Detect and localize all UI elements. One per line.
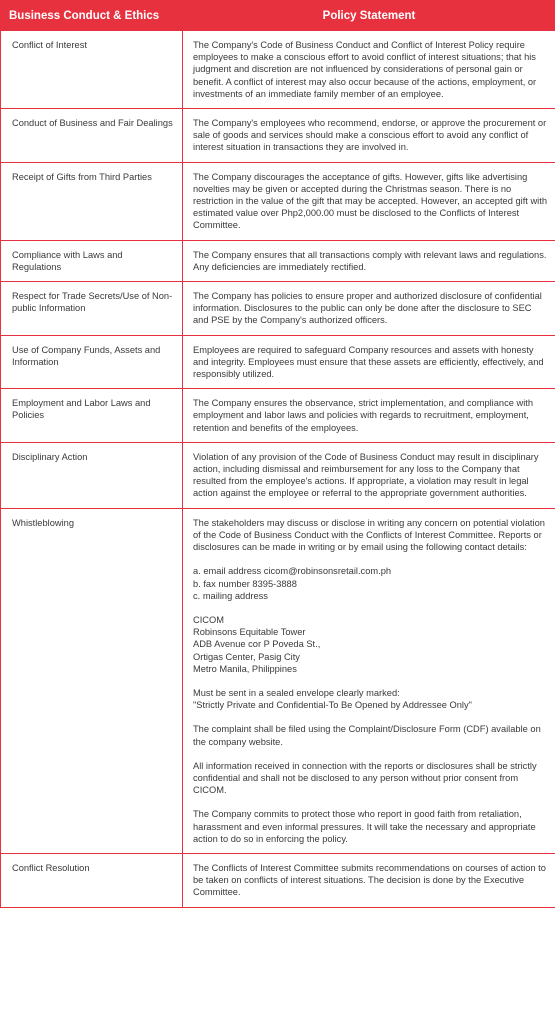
row-statement: Violation of any provision of the Code of Business Conduct may result in disciplinary action, including dismissal and reimbursement for any loss to the Company that resulted from the employee's actions. If appropriate, a violation may result in legal action against the employee or referral to the appropriate government authorities. xyxy=(183,442,555,508)
table-row xyxy=(1,240,555,281)
row-statement: The Company's Code of Business Conduct and Conflict of Interest Policy require employees to make a conscious effort to avoid conflict of interest situations; that his judgment and discretion are not influenced by considerations of personal gain or benefit. A conflict of interest may also occur because of the actions, employment, or investments of an immediate family member of an employee. xyxy=(183,31,555,109)
row-statement: The Company ensures that all transactions comply with relevant laws and regulations. Any deficiencies are immediately rectified. xyxy=(183,240,555,281)
table-row xyxy=(1,282,555,336)
row-topic: Conduct of Business and Fair Dealings xyxy=(1,109,183,163)
row-topic: Receipt of Gifts from Third Parties xyxy=(1,162,183,240)
table-row xyxy=(1,389,555,443)
row-topic: Use of Company Funds, Assets and Information xyxy=(1,335,183,389)
row-statement: The Company discourages the acceptance of gifts. However, gifts like advertising novelties may be given or accepted during the Christmas season. There is no restriction in the value of the gift that may be accepted. However, an accepted gift with estimated value over Php2,000.00 must be disclosed to the Conflicts of Interest Committee. xyxy=(183,162,555,240)
mailing-address: CICOM Robinsons Equitable Tower ADB Avenue cor P Poveda St., Ortigas Center, Pasig City Metro Manila, Philippines xyxy=(193,614,321,674)
row-topic: Conflict of Interest xyxy=(1,31,183,109)
table-row xyxy=(1,162,555,240)
row-statement: The Company ensures the observance, strict implementation, and compliance with employment and labor laws and policies with regards to recruitment, employment, retention and benefits of the employees. xyxy=(183,389,555,443)
complaint-form-note: The complaint shall be filed using the Complaint/Disclosure Form (CDF) available on the company website. xyxy=(193,724,541,747)
table-row-whistleblowing xyxy=(1,508,555,853)
row-statement: The Company's employees who recommend, endorse, or approve the procurement or sale of goods and services should make a conscious effort to avoid any conflict of interest situation in transactions they are involved in. xyxy=(183,109,555,163)
row-topic: Respect for Trade Secrets/Use of Non-public Information xyxy=(1,282,183,336)
header-business-conduct: Business Conduct & Ethics xyxy=(1,1,183,31)
confidentiality-note: All information received in connection with the reports or disclosures shall be strictly confidential and shall not be disclosed to any person without prior consent from CICOM. xyxy=(193,760,537,796)
row-statement: Employees are required to safeguard Company resources and assets with honesty and integrity. Employees must ensure that these assets are efficiently, effectively, and responsibly utilized. xyxy=(183,335,555,389)
table-row xyxy=(1,335,555,389)
row-topic: Disciplinary Action xyxy=(1,442,183,508)
row-topic: Employment and Labor Laws and Policies xyxy=(1,389,183,443)
contact-details-list: a. email address cicom@robinsonsretail.com.ph b. fax number 8395-3888 c. mailing address xyxy=(193,566,392,601)
row-topic: Conflict Resolution xyxy=(1,853,183,907)
table-row xyxy=(1,853,555,907)
row-statement xyxy=(183,508,555,853)
whistleblowing-intro: The stakeholders may discuss or disclose in writing any concern on potential violation of the Code of Business Conduct with the Conflicts of Interest Committee. Reports or disclosures can be made in writing or by email using the following contact details: xyxy=(193,517,545,553)
envelope-instruction: Must be sent in a sealed envelope clearly marked: "Strictly Private and Confidential-To Be Opened by Addressee Only" xyxy=(193,687,472,711)
protection-commitment: The Company commits to protect those who report in good faith from retaliation, harassment and even informal pressures. It will take the necessary and appropriate action to do so in enforcing the policy. xyxy=(193,809,536,844)
row-statement: The Conflicts of Interest Committee submits recommendations on courses of action to be taken on conflicts of interest situations. The decision is done by the Executive Committee. xyxy=(183,853,555,907)
row-statement: The Company has policies to ensure proper and authorized disclosure of confidential information. Disclosures to the public can only be done after the disclosure to SEC and PSE by the Company's authorized officers. xyxy=(183,282,555,336)
table-row xyxy=(1,109,555,163)
table-row xyxy=(1,442,555,508)
row-topic: Whistleblowing xyxy=(1,508,183,853)
header-policy-statement: Policy Statement xyxy=(183,1,555,31)
table-header-row xyxy=(1,1,555,31)
table-row xyxy=(1,31,555,109)
row-topic: Compliance with Laws and Regulations xyxy=(1,240,183,281)
